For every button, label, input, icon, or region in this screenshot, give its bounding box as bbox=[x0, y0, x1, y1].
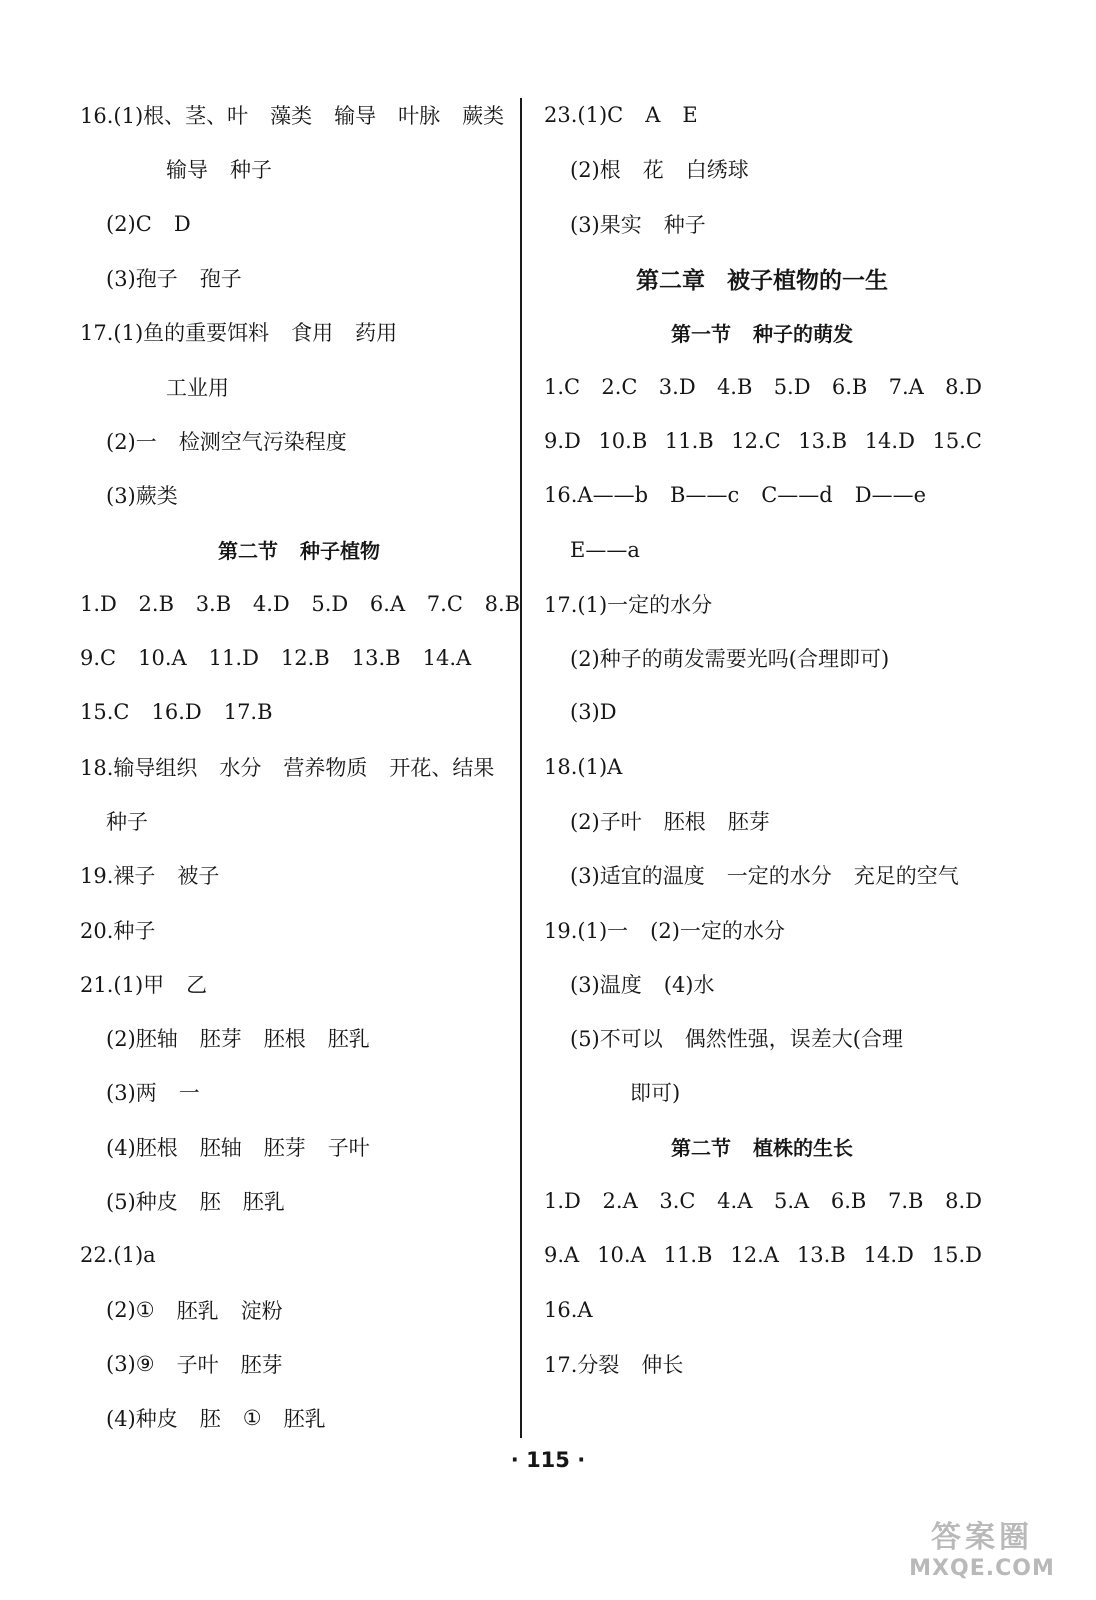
answer-text: 15.C bbox=[932, 428, 982, 453]
left-answer-column bbox=[78, 88, 520, 1445]
answer-text: 即可) bbox=[630, 1081, 681, 1106]
answer-line bbox=[542, 88, 982, 142]
answer-line bbox=[78, 794, 520, 848]
answer-text: 17.(1)一定的水分 bbox=[544, 592, 713, 617]
answer-text: E bbox=[682, 103, 698, 128]
answer-text: E——a bbox=[570, 537, 640, 562]
answer-text: 1.D bbox=[80, 591, 117, 616]
answer-line bbox=[78, 957, 520, 1011]
answer-text: 3.B bbox=[195, 591, 232, 616]
answer-text: 6.B bbox=[831, 374, 868, 399]
answer-text: 胚乳 bbox=[242, 1190, 285, 1215]
answer-text: 16.A——b bbox=[544, 483, 649, 508]
answer-text: A bbox=[645, 103, 661, 128]
answer-text: 胚芽 bbox=[240, 1352, 283, 1377]
answer-text: 17.B bbox=[223, 700, 273, 725]
answer-line bbox=[78, 848, 520, 902]
answer-text: 5.D bbox=[311, 591, 349, 616]
answer-text: 19.(1)一 bbox=[544, 918, 629, 943]
answer-text: 16.D bbox=[151, 700, 202, 725]
answer-text: 胚乳 bbox=[176, 1298, 219, 1323]
answer-text: 胚 bbox=[199, 1407, 221, 1432]
answer-text: 胚乳 bbox=[283, 1407, 326, 1432]
answer-line bbox=[78, 251, 520, 305]
answer-text: 2.C bbox=[601, 374, 638, 399]
answer-text: 7.B bbox=[888, 1189, 924, 1214]
answer-text: 白绣球 bbox=[685, 158, 749, 183]
answer-line bbox=[78, 1283, 520, 1337]
answer-text: 一 bbox=[178, 1081, 200, 1106]
answer-line bbox=[542, 1283, 982, 1337]
answer-text: 12.B bbox=[280, 646, 330, 671]
answer-text: 水分 bbox=[219, 755, 262, 780]
answer-text: 淀粉 bbox=[240, 1298, 283, 1323]
answer-text: 16.A bbox=[544, 1297, 593, 1322]
answer-text: 种子 bbox=[106, 810, 148, 834]
answer-line bbox=[78, 197, 520, 251]
answer-text: 8.D bbox=[945, 1189, 982, 1214]
answer-text: 藻类 bbox=[270, 104, 313, 129]
answer-text: 4.D bbox=[252, 591, 290, 616]
answer-line bbox=[78, 1065, 520, 1119]
answer-text: (3)适宜的温度 bbox=[570, 864, 705, 889]
answer-text: 充足的空气 bbox=[853, 864, 959, 889]
answer-text: 15.C bbox=[80, 700, 130, 725]
answer-text: (3)果实 bbox=[570, 212, 642, 237]
answer-text: ① bbox=[242, 1406, 262, 1431]
answer-text: 营养物质 bbox=[283, 755, 368, 780]
answer-line bbox=[78, 359, 520, 413]
answer-text: 8.B bbox=[484, 591, 521, 616]
answer-line bbox=[78, 902, 520, 956]
answer-text: 被子 bbox=[177, 864, 220, 889]
answer-text: (3)孢子 bbox=[106, 267, 178, 292]
answer-text: 10.A bbox=[597, 1243, 646, 1268]
answer-text: (4)水 bbox=[663, 972, 715, 997]
answer-line bbox=[78, 1391, 520, 1445]
answer-text: 12.C bbox=[731, 428, 781, 453]
answer-line bbox=[78, 1228, 520, 1282]
answer-text: 伸长 bbox=[641, 1352, 684, 1377]
answer-text: 6.B bbox=[830, 1189, 867, 1214]
answer-text: 叶脉 bbox=[398, 104, 441, 129]
answer-line bbox=[78, 631, 520, 685]
answer-text: 胚芽 bbox=[199, 1027, 242, 1052]
answer-text: 9.D bbox=[544, 428, 581, 453]
answer-line bbox=[78, 88, 520, 142]
page-number: · 115 · bbox=[510, 1448, 586, 1472]
answer-text: 孢子 bbox=[199, 267, 242, 292]
answer-text: 药用 bbox=[355, 321, 398, 346]
answer-line bbox=[78, 1337, 520, 1391]
answer-text: D bbox=[173, 211, 191, 236]
answer-line bbox=[542, 1337, 982, 1391]
answer-text: 输导 bbox=[166, 158, 208, 183]
answer-line bbox=[78, 577, 520, 631]
answer-text: 14.D bbox=[863, 1243, 914, 1268]
answer-text: 胚根 bbox=[663, 810, 706, 834]
answer-text: 11.D bbox=[208, 646, 259, 671]
answer-line bbox=[78, 1174, 520, 1228]
section-heading bbox=[542, 1120, 982, 1174]
answer-text: C——d bbox=[761, 483, 833, 508]
answer-text: 17.分裂 bbox=[544, 1352, 620, 1377]
answer-line bbox=[78, 685, 520, 739]
answer-text: 23.(1)C bbox=[544, 103, 624, 128]
answer-text: 偶然性强，误差大(合理 bbox=[684, 1027, 903, 1052]
answer-text: 1.D bbox=[544, 1189, 581, 1214]
answer-text: 4.B bbox=[716, 374, 753, 399]
answer-text: 子叶 bbox=[176, 1352, 219, 1377]
answer-text: 蕨类 bbox=[462, 104, 505, 129]
column-divider bbox=[520, 98, 522, 1438]
answer-text: (3)温度 bbox=[570, 972, 642, 997]
answer-text: 11.B bbox=[663, 1243, 713, 1268]
answer-text: 5.A bbox=[774, 1189, 810, 1214]
answer-text: (4)胚根 bbox=[106, 1135, 178, 1160]
answer-line bbox=[78, 305, 520, 359]
answer-text: (2)① bbox=[106, 1297, 155, 1322]
answer-text: 种子的萌发 bbox=[753, 321, 853, 346]
answer-text: 被子植物的一生 bbox=[727, 267, 888, 294]
answer-text: B——c bbox=[670, 483, 740, 508]
answer-text: 5.D bbox=[773, 374, 811, 399]
answer-text: 9.A bbox=[544, 1243, 580, 1268]
answer-text: 22.(1)a bbox=[80, 1243, 156, 1268]
answer-text: 16.(1)根、茎、叶 bbox=[80, 104, 249, 129]
answer-text: (2)一 bbox=[106, 429, 157, 454]
answer-line bbox=[542, 957, 982, 1011]
answer-text: 8.D bbox=[945, 374, 982, 399]
answer-text: 9.C bbox=[80, 646, 117, 671]
answer-text: 13.B bbox=[796, 1243, 846, 1268]
answer-text: 植株的生长 bbox=[753, 1136, 853, 1161]
answer-text: 第二章 bbox=[636, 267, 705, 294]
answer-line bbox=[542, 1065, 982, 1119]
answer-text: 7.A bbox=[888, 374, 924, 399]
answer-line bbox=[542, 848, 982, 902]
answer-text: 10.B bbox=[598, 428, 648, 453]
answer-line bbox=[542, 1228, 982, 1282]
chapter-heading bbox=[542, 251, 982, 305]
answer-line bbox=[78, 1120, 520, 1174]
section-heading bbox=[78, 522, 520, 576]
answer-line bbox=[78, 1011, 520, 1065]
answer-text: (2)种子的萌发需要光吗(合理即可) bbox=[570, 647, 890, 672]
answer-line bbox=[542, 794, 982, 848]
answer-text: (2)根 bbox=[570, 158, 621, 183]
answer-line bbox=[542, 197, 982, 251]
answer-text: 胚乳 bbox=[327, 1027, 370, 1052]
answer-text: 花 bbox=[642, 158, 664, 183]
watermark-url: MXQE.COM bbox=[909, 1556, 1055, 1581]
answer-text: 7.C bbox=[426, 591, 463, 616]
answer-line bbox=[542, 359, 982, 413]
answer-text: 13.B bbox=[351, 646, 401, 671]
answer-text: 输导 bbox=[334, 104, 377, 129]
answer-text: 6.A bbox=[369, 591, 406, 616]
answer-text: 子叶 bbox=[327, 1135, 370, 1160]
answer-text: 3.C bbox=[659, 1189, 696, 1214]
answer-text: 17.(1)鱼的重要饵料 bbox=[80, 321, 270, 346]
answer-line bbox=[542, 522, 982, 576]
answer-text: (2)一定的水分 bbox=[650, 918, 785, 943]
answer-text: 检测空气污染程度 bbox=[178, 429, 347, 454]
answer-text: 11.B bbox=[664, 428, 714, 453]
answer-text: 4.A bbox=[717, 1189, 753, 1214]
answer-text: (2)胚轴 bbox=[106, 1027, 178, 1052]
answer-text: 13.B bbox=[798, 428, 848, 453]
answer-text: (2)子叶 bbox=[570, 810, 642, 834]
answer-text: 一定的水分 bbox=[726, 864, 832, 889]
answer-text: (3)两 bbox=[106, 1081, 157, 1106]
answer-text: 第一节 bbox=[671, 321, 731, 346]
answer-text: 12.A bbox=[730, 1243, 779, 1268]
answer-text: 2.A bbox=[602, 1189, 638, 1214]
answer-text: (3)蕨类 bbox=[106, 484, 178, 509]
answer-text: 19.裸子 bbox=[80, 864, 156, 889]
answer-text: 胚根 bbox=[263, 1027, 306, 1052]
answer-text: 种子 bbox=[663, 212, 706, 237]
answer-text: 3.D bbox=[658, 374, 696, 399]
answer-line bbox=[542, 468, 982, 522]
answer-line bbox=[78, 142, 520, 196]
answer-text: 2.B bbox=[138, 591, 175, 616]
answer-text: 胚芽 bbox=[727, 810, 770, 834]
answer-text: D——e bbox=[854, 483, 926, 508]
answer-text: (4)种皮 bbox=[106, 1407, 178, 1432]
watermark-text: 答案圈 bbox=[931, 1520, 1033, 1555]
answer-text: 1.C bbox=[544, 374, 581, 399]
answer-text: 乙 bbox=[186, 972, 208, 997]
answer-text: 14.D bbox=[864, 428, 915, 453]
answer-text: 种子植物 bbox=[300, 539, 380, 564]
answer-text: 第二节 bbox=[671, 1136, 731, 1161]
watermark-logo bbox=[894, 1512, 1070, 1582]
answer-text: 10.A bbox=[138, 646, 187, 671]
answer-line bbox=[78, 740, 520, 794]
answer-text: 胚 bbox=[199, 1190, 221, 1215]
answer-line bbox=[542, 902, 982, 956]
section-heading bbox=[542, 305, 982, 359]
answer-text: 15.D bbox=[931, 1243, 983, 1268]
answer-text: 18.输导组织 bbox=[80, 755, 198, 780]
answer-text: 食用 bbox=[291, 321, 334, 346]
answer-text: 工业用 bbox=[166, 375, 229, 400]
answer-text: (3)⑨ bbox=[106, 1351, 155, 1376]
answer-line bbox=[78, 468, 520, 522]
answer-line bbox=[78, 414, 520, 468]
answer-line bbox=[542, 414, 982, 468]
answer-text: 18.(1)A bbox=[544, 754, 623, 779]
answer-line bbox=[542, 142, 982, 196]
answer-line bbox=[542, 1174, 982, 1228]
answer-line bbox=[542, 631, 982, 685]
answer-text: 14.A bbox=[422, 646, 472, 671]
answer-text: 开花、结果 bbox=[389, 755, 495, 780]
answer-line bbox=[542, 577, 982, 631]
answer-text: (5)不可以 bbox=[570, 1027, 663, 1052]
answer-text: 胚芽 bbox=[263, 1135, 306, 1160]
answer-text: 20.种子 bbox=[80, 918, 156, 943]
answer-text: 21.(1)甲 bbox=[80, 972, 165, 997]
answer-text: 胚轴 bbox=[199, 1135, 242, 1160]
answer-text: (3)D bbox=[570, 700, 617, 725]
answer-text: (2)C bbox=[106, 211, 152, 236]
answer-text: (5)种皮 bbox=[106, 1190, 178, 1215]
right-answer-column bbox=[542, 88, 982, 1391]
answer-line bbox=[542, 685, 982, 739]
answer-text: 种子 bbox=[230, 158, 272, 183]
answer-text: 第二节 bbox=[218, 539, 278, 564]
answer-line bbox=[542, 740, 982, 794]
answer-line bbox=[542, 1011, 982, 1065]
